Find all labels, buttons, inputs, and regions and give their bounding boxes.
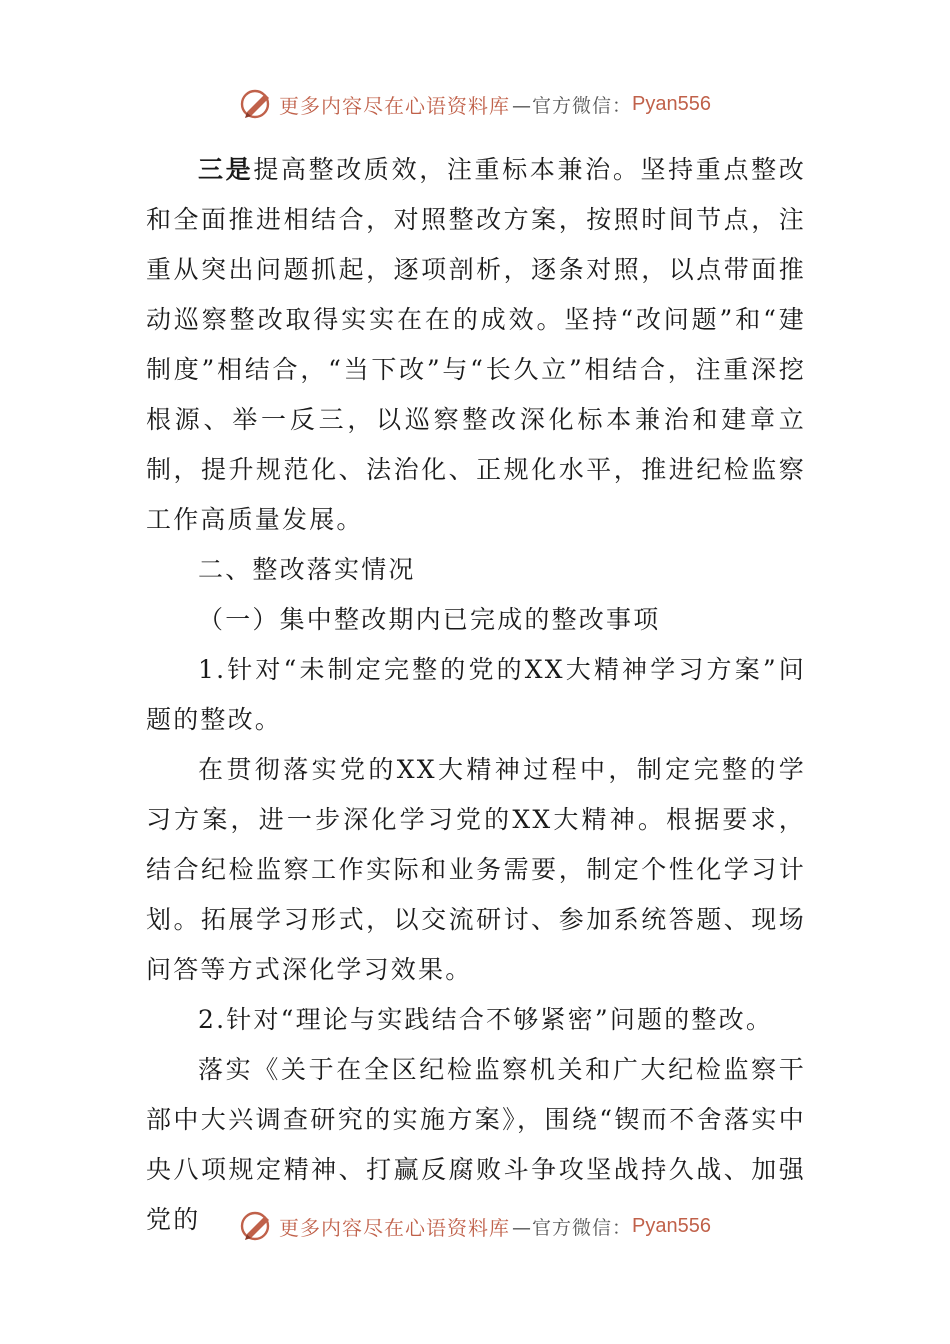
paragraph-2: 在贯彻落实党的XX大精神过程中，制定完整的学习方案，进一步深化学习党的XX大精神。根据要求，结合纪检监察工作实际和业务需要，制定个性化学习计划。拓展学习形式，以交流研讨、参加系统答题、现场问答等方式深化学习效果。 (146, 755, 806, 984)
section-heading-2: 二、整改落实情况 (198, 555, 416, 584)
paragraph-3: 落实《关于在全区纪检监察机关和广大纪检监察干部中大兴调查研究的实施方案》，围绕“锲而不舍落实中央八项规定精神、打赢反腐败斗争攻坚战持久战、加强党的 (146, 1055, 806, 1234)
pen-logo-icon (239, 86, 275, 122)
item-2-title: 2.针对“理论与实践结合不够紧密”问题的整改。 (198, 1005, 774, 1034)
watermark-wechat-id: Pyan556 (632, 92, 711, 115)
paragraph-1 (146, 145, 806, 545)
item-1-title: 1.针对“未制定完整的党的XX大精神学习方案”问题的整改。 (146, 655, 806, 734)
paragraph-1-lead: 三是 (198, 155, 254, 184)
document-body (146, 145, 806, 1245)
watermark-banner-bottom (0, 1206, 950, 1246)
watermark-wechat-id: Pyan556 (632, 1214, 711, 1237)
watermark-sub-text: —官方微信： (512, 94, 633, 117)
pen-logo-icon (239, 1208, 275, 1244)
watermark-main-text: 更多内容尽在心语资料库 (279, 1215, 510, 1240)
watermark-sub-text: —官方微信： (512, 1216, 633, 1239)
subsection-heading-1: （一）集中整改期内已完成的整改事项 (198, 605, 661, 634)
paragraph-1-text: 提高整改质效，注重标本兼治。坚持重点整改和全面推进相结合，对照整改方案，按照时间节点，注重从突出问题抓起，逐项剖析，逐条对照，以点带面推动巡察整改取得实实在在的成效。坚持“改问题”和“建制度”相结合，“当下改”与“长久立”相结合，注重深挖根源、举一反三，以巡察整改深化标本兼治和建章立制，提升规范化、法治化、正规化水平，推进纪检监察工作高质量发展。 (146, 155, 806, 534)
watermark-main-text: 更多内容尽在心语资料库 (279, 93, 510, 118)
watermark-banner-top (0, 84, 950, 124)
